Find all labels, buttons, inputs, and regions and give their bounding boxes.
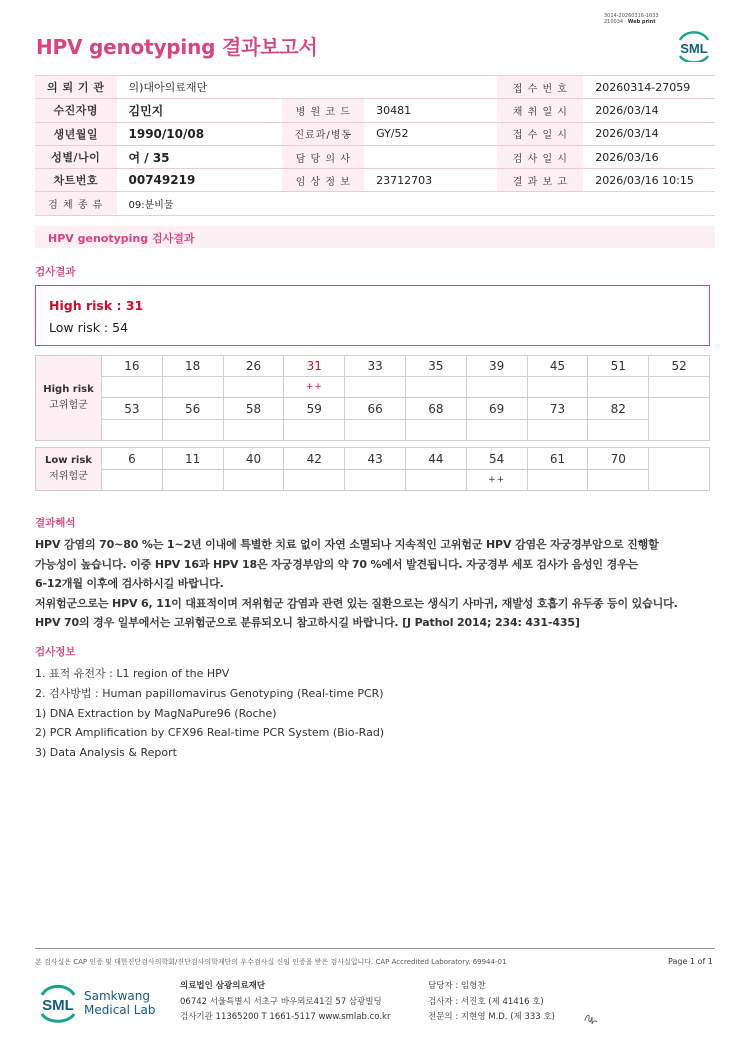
report-code-line2: 210034 <box>604 19 624 25</box>
hpv-type-cell: 40 <box>223 448 284 470</box>
interpretation-line: HPV 감염의 70~80 %는 1~2년 이내에 특별한 치료 없이 자연 소멸되나 지속적인 고위험군 HPV 감염은 자궁경부암으로 진행할 <box>35 538 659 551</box>
high-risk-result: High risk : 31 <box>49 298 144 313</box>
header-logo-text: SML <box>680 41 708 56</box>
hpv-type-cell: 39 <box>466 356 527 377</box>
low-risk-types-row <box>36 448 710 470</box>
hpv-type-cell: 26 <box>223 356 284 377</box>
hpv-result-cell <box>527 420 588 441</box>
hpv-result-cell <box>162 470 223 491</box>
interpretation-line: 6-12개월 이후에 검사하시길 바랍니다. <box>35 577 224 590</box>
section-title: HPV genotyping 검사결과 <box>48 232 195 245</box>
signature-icon <box>582 1009 600 1027</box>
sml-footer-logo-icon <box>36 978 80 1028</box>
high-risk-row-label <box>36 356 102 441</box>
hpv-result-cell <box>405 420 466 441</box>
name-value: 김민지 <box>117 99 283 122</box>
interpretation-text <box>35 535 715 633</box>
hpv-result-cell <box>223 470 284 491</box>
hpv-type-cell: 42 <box>284 448 345 470</box>
hpv-result-cell <box>527 377 588 398</box>
hpv-type-cell: 16 <box>102 356 163 377</box>
hpv-type-cell: 35 <box>405 356 466 377</box>
receipt-no-label: 접 수 번 호 <box>497 76 583 99</box>
web-print-label: Web print <box>627 19 656 25</box>
low-risk-row-label <box>36 448 102 491</box>
hpv-result-cell <box>649 377 710 398</box>
page-number: Page 1 of 1 <box>668 957 713 966</box>
hpv-result-cell <box>588 420 649 441</box>
collect-date-value: 2026/03/14 <box>583 99 715 122</box>
report-code-line1: 3014-20260316-1033 <box>604 13 659 19</box>
hpv-type-cell: 69 <box>466 398 527 420</box>
empty-cell <box>649 398 710 441</box>
high-risk-label-en: High risk <box>43 384 94 395</box>
receipt-date-label: 접 수 일 시 <box>497 122 583 145</box>
hpv-type-cell: 82 <box>588 398 649 420</box>
hpv-result-cell <box>588 470 649 491</box>
specimen-label: 검 체 종 류 <box>35 192 117 215</box>
staff-info <box>428 979 555 1026</box>
staff-specialist: 전문의 : 지현영 M.D. (제 333 호) <box>428 1012 555 1022</box>
chart-no-value: 00749219 <box>117 169 283 192</box>
clinical-label: 임 상 정 보 <box>282 169 364 192</box>
info-row <box>35 192 715 215</box>
sex-age-value: 여 / 35 <box>117 145 283 168</box>
birth-label: 생년월일 <box>35 122 117 145</box>
hpv-type-cell: 6 <box>102 448 163 470</box>
hpv-type-cell: 43 <box>345 448 406 470</box>
low-risk-label-en: Low risk <box>45 455 92 466</box>
hpv-type-cell: 70 <box>588 448 649 470</box>
hpv-type-cell: 68 <box>405 398 466 420</box>
hpv-type-cell: 44 <box>405 448 466 470</box>
low-risk-grid <box>35 447 710 491</box>
page-title: HPV genotyping 결과보고서 <box>36 35 318 59</box>
low-risk-marks-row <box>36 470 710 491</box>
hpv-result-cell <box>405 470 466 491</box>
test-info-heading: 검사정보 <box>35 646 76 658</box>
result-heading: 검사결과 <box>35 266 76 278</box>
hpv-result-cell <box>162 377 223 398</box>
receipt-date-value: 2026/03/14 <box>583 122 715 145</box>
test-info-line: 2) PCR Amplification by CFX96 Real-time PCR System (Bio-Rad) <box>35 726 385 740</box>
info-row <box>35 99 715 122</box>
org-name: 의료법인 삼광의료재단 <box>180 981 266 991</box>
interpretation-heading: 결과해석 <box>35 517 76 529</box>
hpv-type-cell: 59 <box>284 398 345 420</box>
result-box <box>35 285 710 346</box>
dept-value: GY/52 <box>364 122 497 145</box>
clinical-value: 23712703 <box>364 169 497 192</box>
hpv-result-cell <box>345 420 406 441</box>
hpv-type-cell: 52 <box>649 356 710 377</box>
test-info-line: 2. 검사방법 : Human papillomavirus Genotyping (Real-time PCR) <box>35 686 384 700</box>
hpv-result-cell <box>527 470 588 491</box>
hpv-result-cell <box>466 377 527 398</box>
dept-label: 진료과/병동 <box>282 122 364 145</box>
brand-line2: Medical Lab <box>84 1003 156 1017</box>
report-date-value: 2026/03/16 10:15 <box>583 169 715 192</box>
section-title-bar <box>35 226 715 248</box>
hpv-type-cell: 58 <box>223 398 284 420</box>
specimen-value: 09:분비물 <box>117 192 716 215</box>
interpretation-line: 가능성이 높습니다. 이중 HPV 16과 HPV 18은 자궁경부암의 약 70 %에서 발견됩니다. 자궁경부 세포 검사가 음성인 경우는 <box>35 557 639 571</box>
receipt-no-value: 20260314-27059 <box>583 76 715 99</box>
hpv-result-cell-positive: ++ <box>284 377 345 398</box>
hospital-code-label: 병 원 코 드 <box>282 99 364 122</box>
high-risk-types-row1 <box>36 356 710 377</box>
organization-info <box>180 979 390 1026</box>
hpv-result-cell <box>345 470 406 491</box>
hpv-result-cell <box>466 420 527 441</box>
high-risk-marks-row2 <box>36 420 710 441</box>
sex-age-label: 성별/나이 <box>35 145 117 168</box>
hpv-result-cell <box>102 470 163 491</box>
low-risk-label-ko: 저위험군 <box>49 471 88 482</box>
patient-info-table <box>35 75 715 216</box>
collect-date-label: 채 취 일 시 <box>497 99 583 122</box>
hpv-type-cell: 73 <box>527 398 588 420</box>
hospital-code-value: 30481 <box>364 99 497 122</box>
hpv-result-cell <box>102 377 163 398</box>
info-row <box>35 145 715 168</box>
hpv-result-cell <box>223 420 284 441</box>
footer-divider <box>35 948 715 949</box>
test-info-line: 1) DNA Extraction by MagNaPure96 (Roche) <box>35 706 277 720</box>
info-row <box>35 122 715 145</box>
hpv-result-cell-positive: ++ <box>466 470 527 491</box>
doctor-value <box>364 145 497 168</box>
report-date-label: 결 과 보 고 <box>497 169 583 192</box>
info-row <box>35 76 715 99</box>
sml-logo-icon <box>674 28 714 62</box>
staff-manager: 담당자 : 임형찬 <box>428 981 486 991</box>
test-date-label: 검 사 일 시 <box>497 145 583 168</box>
hpv-type-cell: 61 <box>527 448 588 470</box>
hpv-result-cell <box>102 420 163 441</box>
interpretation-line: 저위험군으로는 HPV 6, 11이 대표적이며 저위험군 감염과 관련 있는 질환으로는 생식기 사마귀, 재발성 호흡기 유두종 등이 있습니다. <box>35 596 678 610</box>
hpv-result-cell <box>223 377 284 398</box>
hpv-result-cell <box>345 377 406 398</box>
hpv-result-cell <box>588 377 649 398</box>
high-risk-marks-row1 <box>36 377 710 398</box>
test-info-line: 3) Data Analysis & Report <box>35 746 177 760</box>
hpv-type-cell: 66 <box>345 398 406 420</box>
institution-value: 의)대아의료재단 <box>117 76 498 99</box>
test-info-line: 1. 표적 유전자 : L1 region of the HPV <box>35 667 230 680</box>
hpv-result-cell <box>284 470 345 491</box>
empty-cell <box>649 448 710 491</box>
doctor-label: 담 당 의 사 <box>282 145 364 168</box>
hpv-type-cell: 51 <box>588 356 649 377</box>
report-code <box>604 13 659 25</box>
hpv-result-cell <box>405 377 466 398</box>
info-row <box>35 169 715 192</box>
hpv-type-cell: 18 <box>162 356 223 377</box>
footer-brand <box>84 989 155 1017</box>
hpv-result-cell <box>162 420 223 441</box>
org-address: 06742 서울특별시 서초구 바우뫼로41길 57 삼광빌딩 <box>180 996 382 1007</box>
birth-value: 1990/10/08 <box>117 122 283 145</box>
hpv-type-cell-positive: 31 <box>284 356 345 377</box>
org-contact: 검사기관 11365200 T 1661-5117 www.smlab.co.kr <box>180 1012 391 1022</box>
hpv-type-cell: 53 <box>102 398 163 420</box>
hpv-type-cell: 54 <box>466 448 527 470</box>
test-date-value: 2026/03/16 <box>583 145 715 168</box>
name-label: 수진자명 <box>35 99 117 122</box>
interpretation-line: HPV 70의 경우 일부에서는 고위험군으로 분류되오니 참고하시길 바랍니다. [J Pathol 2014; 234: 431-435] <box>35 616 580 629</box>
test-info-list <box>35 664 384 763</box>
high-risk-grid <box>35 355 710 441</box>
hpv-type-cell: 45 <box>527 356 588 377</box>
low-risk-result: Low risk : 54 <box>49 320 129 335</box>
high-risk-types-row2 <box>36 398 710 420</box>
staff-tester: 검사자 : 서진호 (제 41416 호) <box>428 996 544 1007</box>
brand-line1: Samkwang <box>84 989 150 1003</box>
hpv-type-cell: 33 <box>345 356 406 377</box>
footer-logo-text: SML <box>42 997 74 1014</box>
chart-no-label: 차트번호 <box>35 169 117 192</box>
institution-label: 의 뢰 기 관 <box>35 76 117 99</box>
hpv-result-cell <box>284 420 345 441</box>
accreditation-note: 본 검사실은 CAP 인증 및 대한진단검사의학회/진단검사의학재단의 우수검사실 신임 인증을 받은 검사실입니다. CAP Accredited Laboratory. 69944-01 <box>35 958 507 966</box>
hpv-type-cell: 11 <box>162 448 223 470</box>
hpv-type-cell: 56 <box>162 398 223 420</box>
high-risk-label-ko: 고위험군 <box>49 400 88 411</box>
